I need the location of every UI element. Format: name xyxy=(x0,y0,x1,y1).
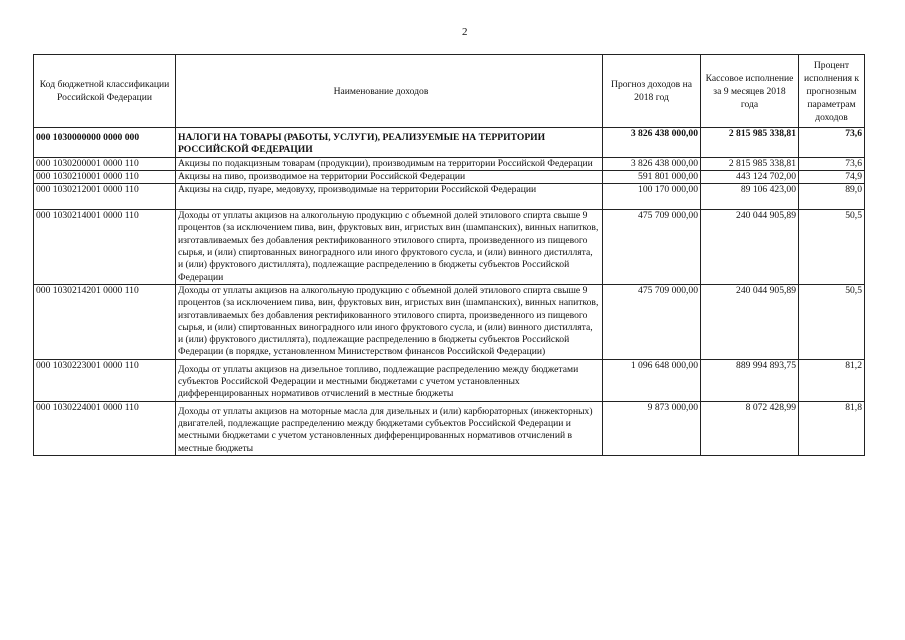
row-name: Акцизы на пиво, производимое на территории Российской Федерации xyxy=(176,170,603,183)
header-forecast: Прогноз доходов на 2018 год xyxy=(603,55,701,128)
row-percent: 74,9 xyxy=(799,170,865,183)
row-percent: 89,0 xyxy=(799,184,865,210)
header-cash: Кассовое исполнение за 9 месяцев 2018 года xyxy=(701,55,799,128)
page-number: 2 xyxy=(462,26,468,38)
row-code: 000 1030224001 0000 110 xyxy=(34,401,176,455)
header-code: Код бюджетной классификации Российской Федерации xyxy=(34,55,176,128)
row-forecast: 475 709 000,00 xyxy=(603,210,701,285)
row-cash: 8 072 428,99 xyxy=(701,401,799,455)
row-percent: 73,6 xyxy=(799,128,865,158)
header-percent: Процент исполнения к прогнозным параметрам доходов xyxy=(799,55,865,128)
row-code: 000 1030214001 0000 110 xyxy=(34,210,176,285)
revenue-table xyxy=(33,54,865,456)
row-forecast: 1 096 648 000,00 xyxy=(603,359,701,401)
row-code: 000 1030210001 0000 110 xyxy=(34,170,176,183)
row-percent: 81,2 xyxy=(799,359,865,401)
row-cash: 89 106 423,00 xyxy=(701,184,799,210)
table-row xyxy=(34,184,865,210)
row-name: НАЛОГИ НА ТОВАРЫ (РАБОТЫ, УСЛУГИ), РЕАЛИЗУЕМЫЕ НА ТЕРРИТОРИИ РОССИЙСКОЙ ФЕДЕРАЦИИ xyxy=(176,128,603,158)
row-code: 000 1030214201 0000 110 xyxy=(34,284,176,359)
row-name: Акцизы по подакцизным товарам (продукции), производимым на территории Российской Федерации xyxy=(176,157,603,170)
row-name: Доходы от уплаты акцизов на дизельное топливо, подлежащие распределению между бюджетами субъектов Российской Федерации и местными бюджетами с учетом установленных дифференцированных нормативов отчислений в местные бюджеты xyxy=(176,359,603,401)
header-name: Наименование доходов xyxy=(176,55,603,128)
row-code: 000 1030200001 0000 110 xyxy=(34,157,176,170)
row-cash: 240 044 905,89 xyxy=(701,210,799,285)
row-percent: 50,5 xyxy=(799,284,865,359)
row-percent: 50,5 xyxy=(799,210,865,285)
row-name: Акцизы на сидр, пуаре, медовуху, производимые на территории Российской Федерации xyxy=(176,184,603,210)
row-code: 000 1030000000 0000 000 xyxy=(34,128,176,158)
row-forecast: 3 826 438 000,00 xyxy=(603,128,701,158)
row-cash: 2 815 985 338,81 xyxy=(701,157,799,170)
row-cash: 443 124 702,00 xyxy=(701,170,799,183)
table-row xyxy=(34,284,865,359)
row-forecast: 9 873 000,00 xyxy=(603,401,701,455)
row-code: 000 1030223001 0000 110 xyxy=(34,359,176,401)
table-header-row xyxy=(34,55,865,128)
table-row xyxy=(34,210,865,285)
row-cash: 2 815 985 338,81 xyxy=(701,128,799,158)
row-name: Доходы от уплаты акцизов на алкогольную продукцию с объемной долей этилового спирта свыше 9 процентов (за исключением пива, вин, фруктовых вин, игристых вин (шампанских), винных напитков, изготавливаемых без добавления ректификованного этилового спирта, произведенного из пищевого сырья, и (или) спиртованных виноградного или иного фруктового сусла, и (или) винного дистиллята, и (или) фруктового дистиллята), подлежащие распределению в бюджеты субъектов Российской Федерации (в порядке, установленном Министерством финансов Российской Федерации) xyxy=(176,284,603,359)
row-percent: 81,8 xyxy=(799,401,865,455)
row-code: 000 1030212001 0000 110 xyxy=(34,184,176,210)
row-cash: 240 044 905,89 xyxy=(701,284,799,359)
table-row xyxy=(34,157,865,170)
table-row xyxy=(34,170,865,183)
row-percent: 73,6 xyxy=(799,157,865,170)
row-cash: 889 994 893,75 xyxy=(701,359,799,401)
row-forecast: 591 801 000,00 xyxy=(603,170,701,183)
table-row xyxy=(34,359,865,401)
row-name: Доходы от уплаты акцизов на моторные масла для дизельных и (или) карбюраторных (инжекторных) двигателей, подлежащие распределению между бюджетами субъектов Российской Федерации и местными бюджетами с учетом установленных дифференцированных нормативов отчислений в местные бюджеты xyxy=(176,401,603,455)
row-forecast: 3 826 438 000,00 xyxy=(603,157,701,170)
table-row xyxy=(34,401,865,455)
table-row xyxy=(34,128,865,158)
row-name: Доходы от уплаты акцизов на алкогольную продукцию с объемной долей этилового спирта свыше 9 процентов (за исключением пива, вин, фруктовых вин, игристых вин (шампанских), винных напитков, изготавливаемых без добавления ректификованного этилового спирта, произведенного из пищевого сырья, и (или) спиртованных виноградного или иного фруктового сусла, и (или) винного дистиллята, и (или) фруктового дистиллята), подлежащие распределению в бюджеты субъектов Российской Федерации xyxy=(176,210,603,285)
row-forecast: 100 170 000,00 xyxy=(603,184,701,210)
row-forecast: 475 709 000,00 xyxy=(603,284,701,359)
